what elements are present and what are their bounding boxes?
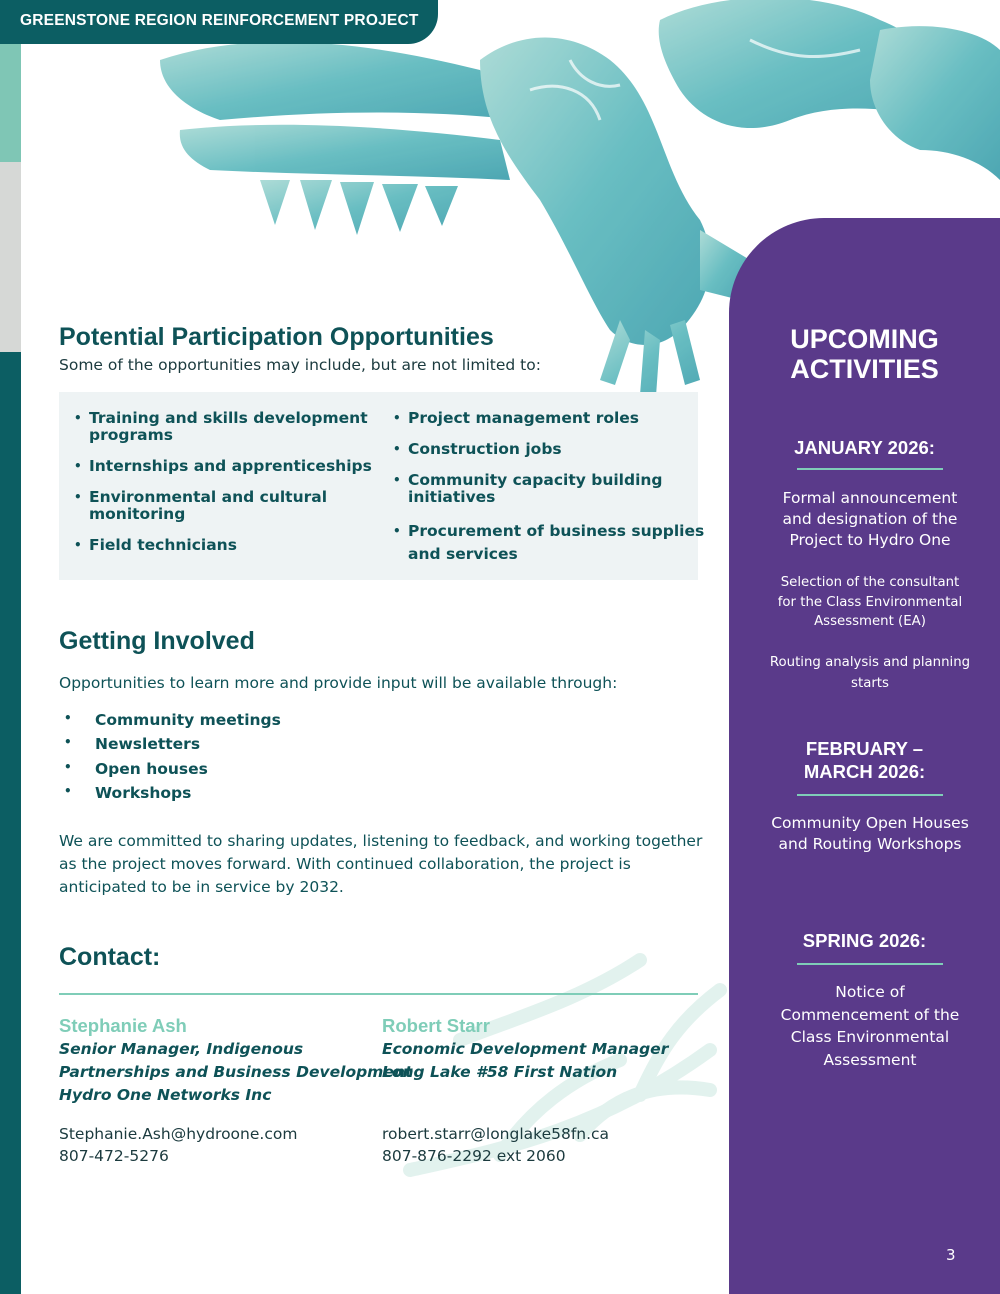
activity-divider bbox=[797, 963, 943, 965]
contact-role-line: Hydro One Networks Inc bbox=[59, 1086, 272, 1104]
contact-role-spacer bbox=[382, 1084, 668, 1107]
list-item: • Workshops bbox=[64, 784, 281, 808]
contact-heading: Contact: bbox=[59, 943, 161, 971]
edge-strip-teal bbox=[0, 352, 21, 1294]
activity-heading-spring: SPRING 2026: bbox=[802, 930, 927, 951]
activity-text: Notice of Commencement of the Class Environmental Assessment bbox=[780, 983, 960, 1069]
contact-divider bbox=[59, 993, 698, 995]
list-item: • Construction jobs bbox=[393, 441, 704, 458]
activity-divider bbox=[797, 794, 943, 796]
upcoming-activities-sidebar bbox=[729, 218, 1000, 1294]
involved-list bbox=[64, 711, 281, 808]
participation-heading: Potential Participation Opportunities bbox=[59, 323, 494, 351]
edge-strip-mint bbox=[0, 44, 21, 162]
list-item: • Community meetings bbox=[64, 711, 281, 735]
activity-divider bbox=[797, 468, 943, 470]
contact-card-robert bbox=[382, 1014, 668, 1167]
list-item: • Field technicians bbox=[74, 537, 372, 554]
contact-role-line: Partnerships and Business Development bbox=[59, 1063, 413, 1081]
involved-intro: Opportunities to learn more and provide input will be available through: bbox=[59, 674, 618, 692]
opportunities-right-list bbox=[393, 410, 704, 566]
list-item: • Newsletters bbox=[64, 735, 281, 759]
involved-heading: Getting Involved bbox=[59, 627, 255, 655]
list-item: • Community capacity building initiatives bbox=[393, 472, 704, 506]
sidebar-title: UPCOMING ACTIVITIES bbox=[790, 324, 939, 384]
activity-heading-january: JANUARY 2026: bbox=[794, 437, 935, 458]
list-item: • Internships and apprenticeships bbox=[74, 458, 372, 475]
activity-heading-feb-march: FEBRUARY – MARCH 2026: bbox=[803, 738, 926, 782]
opportunities-left-list bbox=[74, 410, 372, 554]
list-item: • Project management roles bbox=[393, 410, 704, 427]
contact-phone[interactable]: 807-472-5276 bbox=[59, 1147, 169, 1165]
activity-note: Routing analysis and planning starts bbox=[769, 655, 971, 691]
page-number: 3 bbox=[946, 1246, 956, 1264]
contact-role-line: Economic Development Manager bbox=[382, 1040, 669, 1058]
header-title: GREENSTONE REGION REINFORCEMENT PROJECT bbox=[0, 0, 438, 44]
edge-strip-grey bbox=[0, 162, 21, 352]
activity-text: Community Open Houses and Routing Workshops bbox=[771, 814, 969, 853]
contact-phone[interactable]: 807-876-2292 ext 2060 bbox=[382, 1147, 566, 1165]
list-item: • Training and skills development programs bbox=[74, 410, 372, 444]
list-item: • Open houses bbox=[64, 760, 281, 784]
contact-email[interactable]: robert.starr@longlake58fn.ca bbox=[382, 1125, 610, 1143]
list-item: • Environmental and cultural monitoring bbox=[74, 489, 372, 523]
contact-email[interactable]: Stephanie.Ash@hydroone.com bbox=[59, 1125, 298, 1143]
commitment-paragraph: We are committed to sharing updates, listening to feedback, and working together as the project moves forward. With continued collaboration, the project is anticipated to be in service by 2032. bbox=[59, 832, 703, 896]
participation-intro: Some of the opportunities may include, but are not limited to: bbox=[59, 356, 541, 374]
contact-name: Stephanie Ash bbox=[59, 1015, 187, 1036]
contact-role-line: Long Lake #58 First Nation bbox=[382, 1063, 618, 1081]
activity-text: Formal announcement and designation of the Project to Hydro One bbox=[782, 489, 958, 549]
contact-name: Robert Starr bbox=[382, 1015, 490, 1036]
activity-note: Selection of the consultant for the Class Environmental Assessment (EA) bbox=[777, 575, 963, 629]
list-item: • Procurement of business supplies and services bbox=[393, 520, 704, 566]
contact-card-stephanie bbox=[59, 1014, 412, 1167]
contact-role-line: Senior Manager, Indigenous bbox=[59, 1040, 304, 1058]
